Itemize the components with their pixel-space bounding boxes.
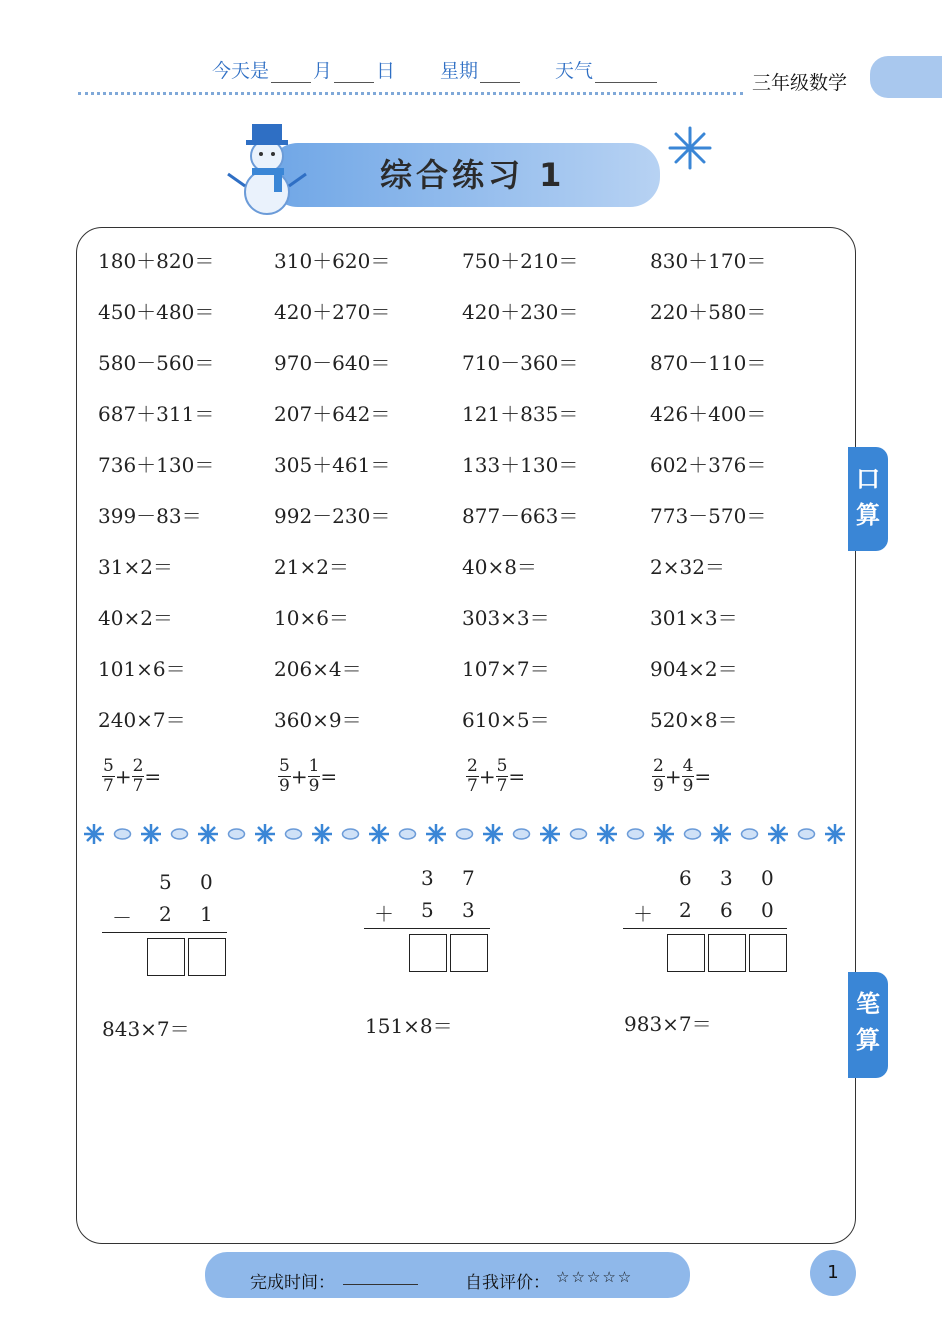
snowflake-icon (825, 824, 845, 844)
snowflake-icon (768, 824, 788, 844)
operator: ＋ (374, 902, 394, 926)
bottom-digit: 3 (462, 898, 475, 922)
bead-icon (172, 829, 188, 839)
oral-problem: 450＋480＝ (98, 300, 215, 324)
top-digit: 3 (720, 866, 733, 890)
oral-problem: 360×9＝ (274, 708, 362, 732)
snowflake-icon (597, 824, 617, 844)
denominator: 7 (132, 776, 144, 796)
bead-icon (229, 829, 245, 839)
equals-sign: = (144, 764, 162, 789)
oral-problem: 736＋130＝ (98, 453, 215, 477)
denominator: 7 (496, 776, 508, 796)
operator: + (478, 764, 496, 789)
bead-icon (457, 829, 473, 839)
oral-problem: 133＋130＝ (462, 453, 579, 477)
oral-problem: 180＋820＝ (98, 249, 215, 273)
answer-box[interactable] (667, 934, 705, 972)
self-evaluation-stars[interactable]: ☆☆☆☆☆ (556, 1268, 634, 1286)
equals-sign: = (694, 764, 712, 789)
top-digit: 5 (159, 870, 172, 894)
answer-box[interactable] (450, 934, 488, 972)
snowflake-icon (483, 824, 503, 844)
bead-icon (343, 829, 359, 839)
oral-problem: 40×2＝ (98, 606, 173, 630)
oral-problem: 877－663＝ (462, 504, 579, 528)
result-line (623, 928, 787, 929)
written-problem: 983×7＝ (624, 1012, 712, 1036)
fraction-problem (652, 757, 711, 796)
operator: + (664, 764, 682, 789)
answer-box[interactable] (188, 938, 226, 976)
bottom-digit: 5 (421, 898, 434, 922)
fraction-problem (102, 757, 161, 796)
oral-problem: 310＋620＝ (274, 249, 391, 273)
denominator: 7 (103, 776, 114, 796)
oral-problem: 107×7＝ (462, 657, 550, 681)
equals-sign: = (320, 764, 338, 789)
oral-problem: 220＋580＝ (650, 300, 767, 324)
operator: + (290, 764, 308, 789)
top-digit: 0 (761, 866, 774, 890)
fraction-problem (278, 757, 337, 796)
answer-box[interactable] (147, 938, 185, 976)
top-digit: 7 (462, 866, 475, 890)
month-blank[interactable] (271, 64, 311, 83)
fraction-b (132, 757, 145, 796)
grade-label: 三年级数学 (752, 72, 848, 94)
denominator: 9 (308, 776, 320, 796)
oral-problem: 870－110＝ (650, 351, 767, 375)
fraction-b (308, 757, 321, 796)
snowflake-icon (711, 824, 731, 844)
today-label: 今天是 (212, 60, 270, 82)
oral-problem: 992－230＝ (274, 504, 391, 528)
oral-problem: 687＋311＝ (98, 402, 215, 426)
answer-box[interactable] (708, 934, 746, 972)
numerator: 1 (308, 756, 320, 776)
oral-problem: 10×6＝ (274, 606, 349, 630)
oral-problem: 2×32＝ (650, 555, 725, 579)
result-line (102, 932, 227, 933)
fraction-a (652, 757, 665, 796)
page-title: 综合练习 1 (380, 156, 566, 194)
oral-problem: 101×6＝ (98, 657, 186, 681)
oral-problem: 301×3＝ (650, 606, 738, 630)
bottom-digit: 2 (679, 898, 692, 922)
snowman-icon (222, 116, 312, 216)
oral-problem: 240×7＝ (98, 708, 186, 732)
oral-problem: 420＋230＝ (462, 300, 579, 324)
month-label: 月 (313, 60, 333, 82)
oral-problem: 580－560＝ (98, 351, 215, 375)
snowflake-icon (84, 824, 104, 844)
numerator: 4 (682, 756, 694, 776)
snowflake-icon (255, 824, 275, 844)
oral-problem: 970－640＝ (274, 351, 391, 375)
day-label: 日 (376, 60, 396, 82)
oral-problem: 31×2＝ (98, 555, 173, 579)
denominator: 9 (653, 776, 664, 796)
oral-problem: 904×2＝ (650, 657, 738, 681)
bottom-digit: 6 (720, 898, 733, 922)
weather-line (555, 56, 659, 83)
oral-problem: 520×8＝ (650, 708, 738, 732)
snowflake-icon (654, 824, 674, 844)
bead-icon (571, 829, 587, 839)
bead-icon (514, 829, 530, 839)
snowflake-icon (198, 824, 218, 844)
numerator: 5 (103, 756, 114, 776)
grade-tab-decoration (870, 56, 942, 98)
date-line (212, 56, 395, 83)
snowflake-icon (141, 824, 161, 844)
oral-problem: 303×3＝ (462, 606, 550, 630)
weekday-line (440, 56, 522, 83)
oral-problem: 121＋835＝ (462, 402, 579, 426)
bead-icon (628, 829, 644, 839)
completion-time-blank[interactable] (343, 1284, 418, 1285)
oral-problem: 207＋642＝ (274, 402, 391, 426)
top-digit: 0 (200, 870, 213, 894)
self-evaluation-label: 自我评价： (465, 1273, 550, 1293)
header-dotted-divider (78, 92, 743, 95)
bead-icon (742, 829, 758, 839)
weekday-blank[interactable] (480, 64, 520, 83)
answer-box[interactable] (749, 934, 787, 972)
oral-problem: 750＋210＝ (462, 249, 579, 273)
bead-icon (685, 829, 701, 839)
result-line (364, 928, 490, 929)
snowflake-icon (540, 824, 560, 844)
oral-problem: 710－360＝ (462, 351, 579, 375)
operator: ＋ (633, 902, 653, 926)
oral-problem: 426＋400＝ (650, 402, 767, 426)
snowflake-icon (426, 824, 446, 844)
weekday-label: 星期 (440, 60, 479, 82)
tab-oral-calc[interactable] (848, 447, 888, 551)
written-problem: 151×8＝ (365, 1014, 453, 1038)
bottom-digit: 2 (159, 902, 172, 926)
bottom-digit: 0 (761, 898, 774, 922)
oral-problem: 399－83＝ (98, 504, 202, 528)
numerator: 5 (279, 756, 290, 776)
tab-oral-label: 口算 (856, 465, 880, 529)
numerator: 2 (467, 756, 478, 776)
numerator: 5 (496, 756, 508, 776)
answer-box[interactable] (409, 934, 447, 972)
oral-problem: 420＋270＝ (274, 300, 391, 324)
oral-problem: 305＋461＝ (274, 453, 391, 477)
operator: － (112, 906, 132, 930)
denominator: 7 (467, 776, 478, 796)
tab-written-calc[interactable] (848, 972, 888, 1078)
page-number: 1 (810, 1250, 856, 1296)
tab-written-label: 笔算 (856, 990, 880, 1054)
fraction-a (466, 757, 479, 796)
snowflake-icon (312, 824, 332, 844)
numerator: 2 (653, 756, 664, 776)
snowflake-icon (369, 824, 389, 844)
oral-problem: 21×2＝ (274, 555, 349, 579)
oral-problem: 830＋170＝ (650, 249, 767, 273)
oral-problem: 610×5＝ (462, 708, 550, 732)
snowflake-divider (80, 820, 850, 848)
numerator: 2 (132, 756, 144, 776)
equals-sign: = (508, 764, 526, 789)
weather-label: 天气 (555, 60, 594, 82)
oral-problem: 773－570＝ (650, 504, 767, 528)
weather-blank[interactable] (595, 64, 657, 83)
oral-problem: 602＋376＝ (650, 453, 767, 477)
bead-icon (799, 829, 815, 839)
fraction-a (278, 757, 291, 796)
snowflake-icon (668, 126, 712, 170)
fraction-a (102, 757, 115, 796)
fraction-b (682, 757, 695, 796)
exercise-frame (76, 227, 856, 1244)
oral-problem: 40×8＝ (462, 555, 537, 579)
top-digit: 3 (421, 866, 434, 890)
denominator: 9 (682, 776, 694, 796)
completion-time-label: 完成时间： (250, 1273, 335, 1293)
bottom-digit: 1 (200, 902, 213, 926)
fraction-b (496, 757, 509, 796)
day-blank[interactable] (334, 64, 374, 83)
written-problem: 843×7＝ (102, 1017, 190, 1041)
denominator: 9 (279, 776, 290, 796)
fraction-problem (466, 757, 525, 796)
top-digit: 6 (679, 866, 692, 890)
oral-problem: 206×4＝ (274, 657, 362, 681)
bead-icon (115, 829, 131, 839)
bead-icon (400, 829, 416, 839)
bead-icon (286, 829, 302, 839)
operator: + (114, 764, 132, 789)
